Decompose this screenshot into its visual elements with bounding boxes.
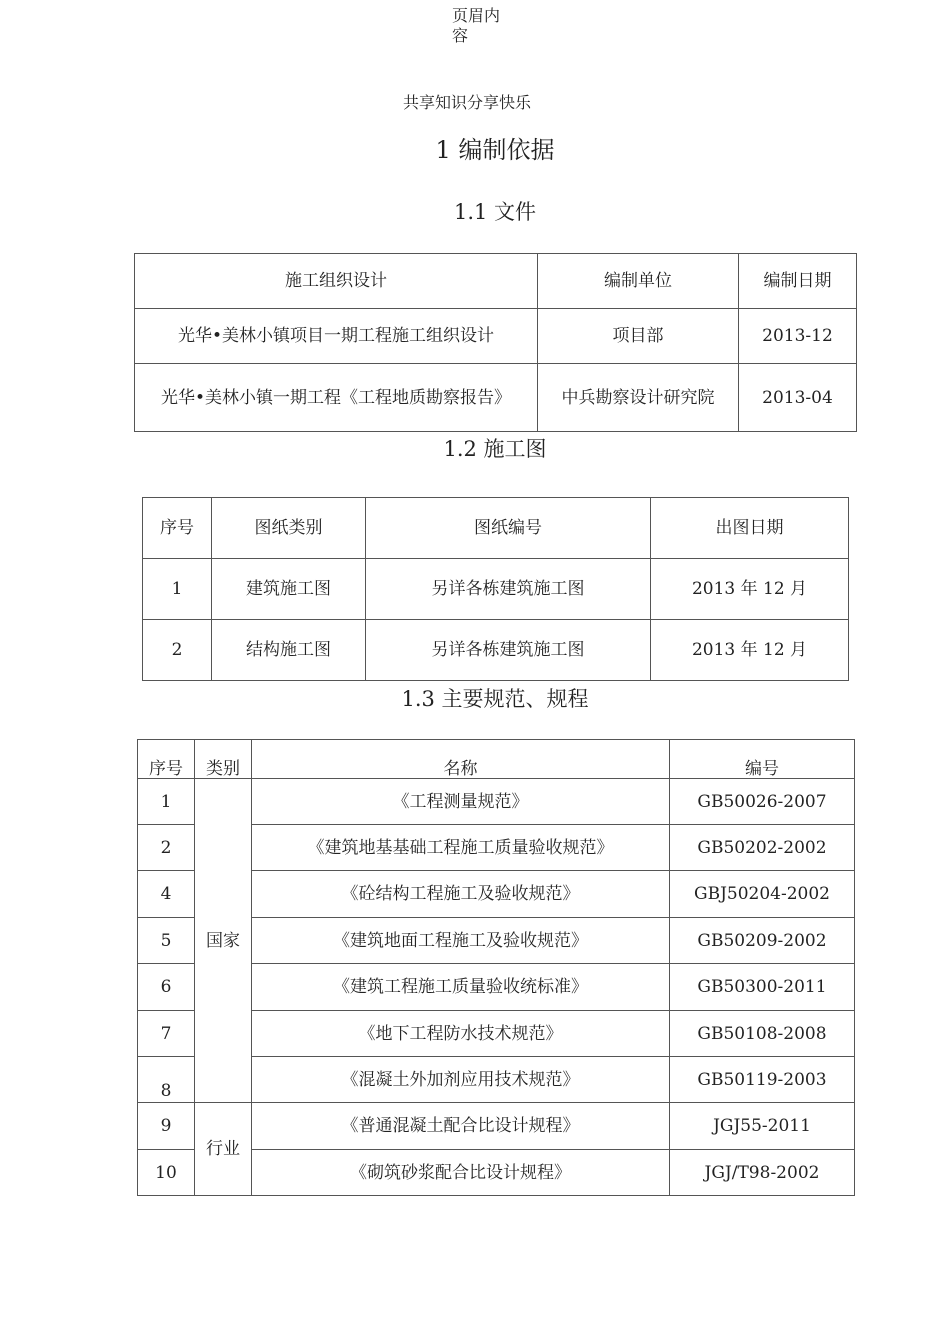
table-cell: 2013 年 12 月	[651, 620, 849, 681]
table-cell: 7	[138, 1011, 195, 1057]
table-cell: GB50119-2003	[670, 1057, 855, 1103]
table-cell: 中兵勘察设计研究院	[538, 364, 739, 432]
section-heading-drawings: 1.2 施工图	[443, 437, 547, 461]
section-heading-files: 1.1 文件	[453, 200, 537, 224]
table-cell: JGJ55-2011	[670, 1103, 855, 1150]
table-cell: 《建筑地基基础工程施工质量验收规范》	[252, 825, 670, 871]
table-cell: GB50300-2011	[670, 964, 855, 1011]
column-header: 图纸编号	[366, 498, 651, 559]
table-cell: 1	[143, 559, 212, 620]
page-header-line-2: 容	[452, 26, 469, 45]
table-cell: 8	[138, 1057, 195, 1103]
table-cell: 《工程测量规范》	[252, 779, 670, 825]
table-cell: 2013-04	[739, 364, 857, 432]
column-header: 序号	[143, 498, 212, 559]
column-header: 名称	[252, 740, 670, 779]
section-heading-standards: 1.3 主要规范、规程	[401, 687, 589, 711]
table-header-row	[135, 254, 857, 309]
table-cell: GB50026-2007	[670, 779, 855, 825]
table-row	[135, 309, 857, 364]
table-cell: 结构施工图	[212, 620, 366, 681]
table-cell: 《砌筑砂浆配合比设计规程》	[252, 1150, 670, 1196]
table-cell: 6	[138, 964, 195, 1011]
table-cell: 建筑施工图	[212, 559, 366, 620]
column-header: 出图日期	[651, 498, 849, 559]
table-row	[138, 1103, 855, 1150]
table-row	[135, 364, 857, 432]
table-cell: GB50202-2002	[670, 825, 855, 871]
column-header: 类别	[195, 740, 252, 779]
table-cell: 2	[138, 825, 195, 871]
column-header: 施工组织设计	[135, 254, 538, 309]
table-cell: 《地下工程防水技术规范》	[252, 1011, 670, 1057]
table-cell: JGJ/T98-2002	[670, 1150, 855, 1196]
table-header-row	[138, 740, 855, 779]
table-cell: 10	[138, 1150, 195, 1196]
table-cell: 2013 年 12 月	[651, 559, 849, 620]
table-row	[138, 779, 855, 825]
table-cell: GB50108-2008	[670, 1011, 855, 1057]
category-cell: 行业	[195, 1103, 252, 1196]
table-cell: 5	[138, 918, 195, 964]
column-header: 编制日期	[739, 254, 857, 309]
column-header: 序号	[138, 740, 195, 779]
table-cell: 光华•美林小镇一期工程《工程地质勘察报告》	[135, 364, 538, 432]
standards-table	[137, 739, 855, 1196]
table-row	[143, 620, 849, 681]
column-header: 图纸类别	[212, 498, 366, 559]
table-cell: 2	[143, 620, 212, 681]
table-cell: GB50209-2002	[670, 918, 855, 964]
table-cell: 另详各栋建筑施工图	[366, 559, 651, 620]
files-table	[134, 253, 857, 432]
table-row	[143, 559, 849, 620]
table-cell: 《混凝土外加剂应用技术规范》	[252, 1057, 670, 1103]
table-cell: 2013-12	[739, 309, 857, 364]
table-cell: 4	[138, 871, 195, 918]
table-cell: 项目部	[538, 309, 739, 364]
table-cell: 另详各栋建筑施工图	[366, 620, 651, 681]
column-header: 编号	[670, 740, 855, 779]
drawings-table	[142, 497, 849, 681]
category-cell: 国家	[195, 779, 252, 1103]
table-cell: 9	[138, 1103, 195, 1150]
column-header: 编制单位	[538, 254, 739, 309]
page-header-line-1: 页眉内	[452, 6, 501, 25]
table-cell: 光华•美林小镇项目一期工程施工组织设计	[135, 309, 538, 364]
table-cell: 《建筑地面工程施工及验收规范》	[252, 918, 670, 964]
page-title: 1 编制依据	[435, 136, 555, 164]
motto: 共享知识分享快乐	[402, 93, 531, 112]
table-cell: GBJ50204-2002	[670, 871, 855, 918]
table-cell: 1	[138, 779, 195, 825]
table-cell: 《建筑工程施工质量验收统标准》	[252, 964, 670, 1011]
table-cell: 《普通混凝土配合比设计规程》	[252, 1103, 670, 1150]
table-cell: 《砼结构工程施工及验收规范》	[252, 871, 670, 918]
table-header-row	[143, 498, 849, 559]
